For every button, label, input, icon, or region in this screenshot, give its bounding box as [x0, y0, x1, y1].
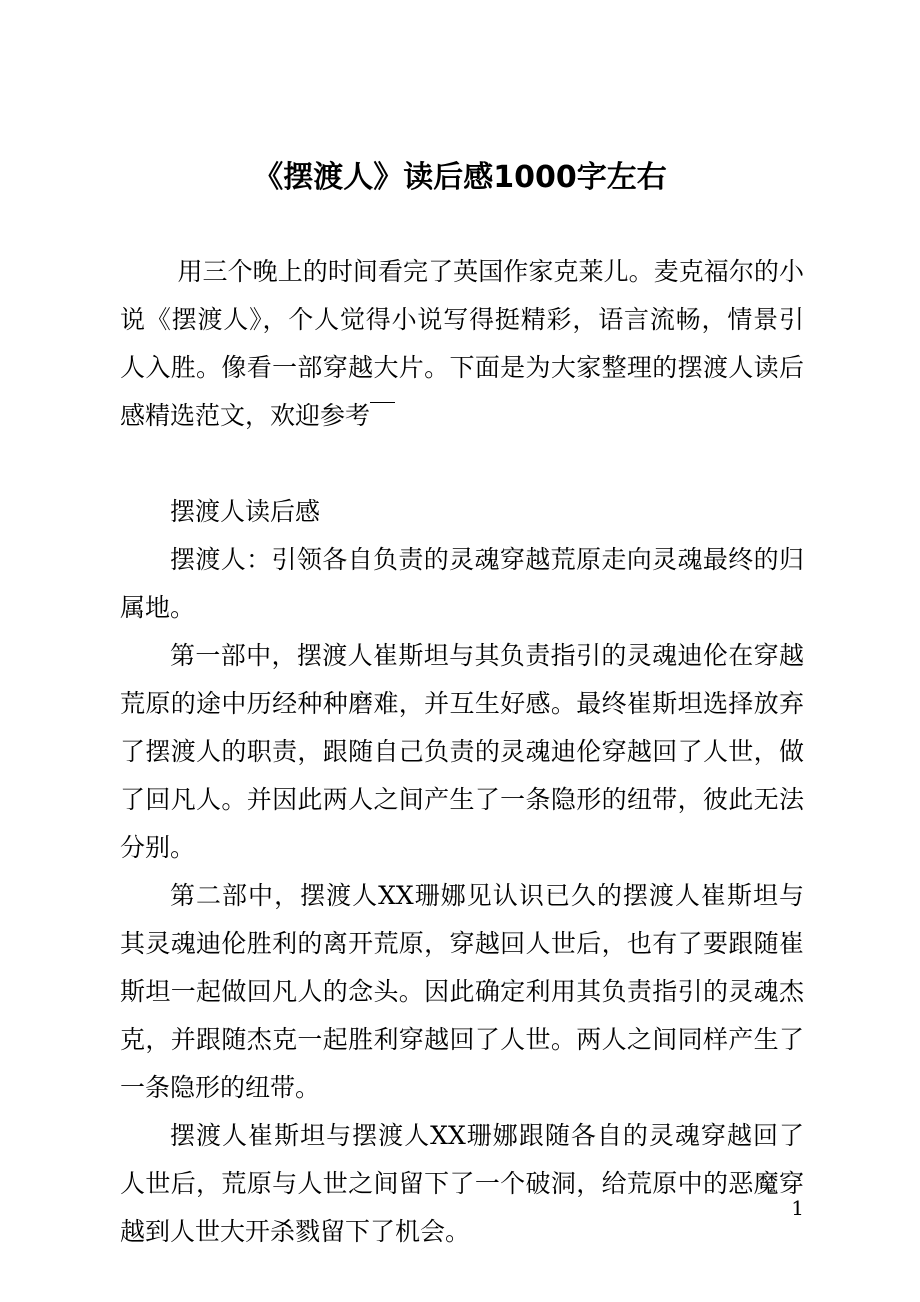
- intro-paragraph: 用三个晚上的时间看完了英国作家克莱儿。麦克福尔的小说《摆渡人》，个人觉得小说写得挺精彩，语言流畅，情景引人入胜。像看一部穿越大片。下面是为大家整理的摆渡人读后感精选范文，欢迎参考￣: [120, 257, 804, 430]
- definition-paragraph: 摆渡人：引领各自负责的灵魂穿越荒原走向灵魂最终的归属地。: [120, 545, 804, 622]
- part-two-paragraph: 第二部中，摆渡人XX珊娜见认识已久的摆渡人崔斯坦与其灵魂迪伦胜利的离开荒原，穿越回人世后，也有了要跟随崔斯坦一起做回凡人的念头。因此确定利用其负责指引的灵魂杰克，并跟随杰克一起胜利穿越回了人世。两人之间同样产生了一条隐形的纽带。: [120, 881, 804, 1102]
- document-title: 《摆渡人》读后感1000字左右: [253, 160, 667, 195]
- document-body: [120, 248, 804, 1256]
- aftermath-paragraph: 摆渡人崔斯坦与摆渡人XX珊娜跟随各自的灵魂穿越回了人世后，荒原与人世之间留下了一个破洞，给荒原中的恶魔穿越到人世大开杀戮留下了机会。: [120, 1121, 804, 1246]
- page-number: 1: [791, 1196, 804, 1220]
- section-subheading: 摆渡人读后感: [170, 497, 321, 526]
- part-one-paragraph: 第一部中，摆渡人崔斯坦与其负责指引的灵魂迪伦在穿越荒原的途中历经种种磨难，并互生好感。最终崔斯坦选择放弃了摆渡人的职责，跟随自己负责的灵魂迪伦穿越回了人世，做了回凡人。并因此两人之间产生了一条隐形的纽带，彼此无法分别。: [120, 641, 804, 862]
